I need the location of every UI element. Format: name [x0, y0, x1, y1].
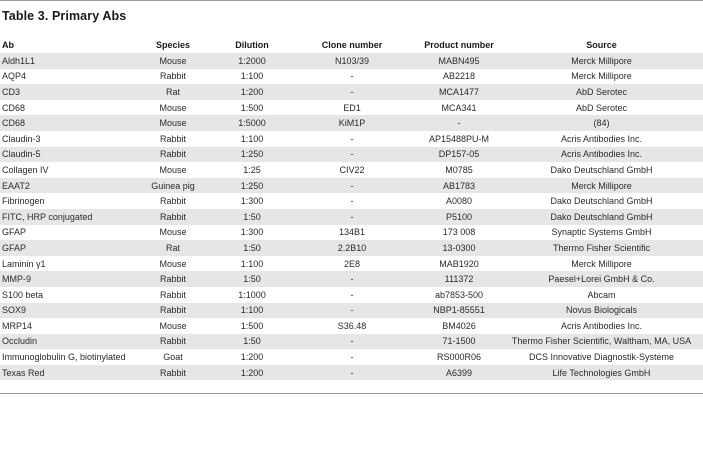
column-header-clone-number: Clone number [321, 40, 383, 50]
table-row [0, 365, 703, 381]
cell-species: Mouse [128, 53, 218, 69]
column-header-dilution: Dilution [235, 40, 269, 50]
cell-ab: Immunoglobulin G, biotinylated [0, 349, 128, 365]
table-row [0, 100, 703, 116]
cell-product-number: 71-1500 [418, 334, 500, 350]
cell-product-number: A0080 [418, 193, 500, 209]
cell-dilution: 1:100 [218, 131, 286, 147]
cell-source: (84) [500, 115, 703, 131]
cell-source: Merck Millipore [500, 178, 703, 194]
cell-product-number: NBP1-85551 [418, 303, 500, 319]
table-row [0, 209, 703, 225]
cell-dilution: 1:250 [218, 147, 286, 163]
cell-clone-number: 134B1 [286, 225, 418, 241]
cell-dilution: 1:100 [218, 69, 286, 85]
cell-source: Thermo Fisher Scientific [500, 240, 703, 256]
cell-dilution: 1:2000 [218, 53, 286, 69]
column-header-product-number: Product number [424, 40, 494, 50]
cell-species: Mouse [128, 100, 218, 116]
cell-species: Mouse [128, 162, 218, 178]
column-header-ab: Ab [2, 40, 14, 50]
cell-source: Acris Antibodies Inc. [500, 131, 703, 147]
cell-dilution: 1:200 [218, 365, 286, 381]
cell-clone-number: - [286, 193, 418, 209]
cell-clone-number: - [286, 84, 418, 100]
cell-clone-number: N103/39 [286, 53, 418, 69]
table-row [0, 225, 703, 241]
cell-species: Mouse [128, 318, 218, 334]
cell-ab: Texas Red [0, 365, 128, 381]
cell-dilution: 1:25 [218, 162, 286, 178]
cell-ab: Occludin [0, 334, 128, 350]
cell-species: Rabbit [128, 303, 218, 319]
cell-dilution: 1:5000 [218, 115, 286, 131]
cell-ab: CD68 [0, 100, 128, 116]
cell-species: Rabbit [128, 69, 218, 85]
bottom-rule [0, 393, 703, 394]
cell-species: Rat [128, 84, 218, 100]
cell-source: Life Technologies GmbH [500, 365, 703, 381]
column-header-source: Source [586, 40, 617, 50]
cell-source: AbD Serotec [500, 100, 703, 116]
cell-clone-number: S36.48 [286, 318, 418, 334]
cell-product-number: RS000R06 [418, 349, 500, 365]
table-row [0, 271, 703, 287]
cell-dilution: 1:200 [218, 84, 286, 100]
cell-clone-number: - [286, 303, 418, 319]
cell-species: Rat [128, 240, 218, 256]
cell-ab: Claudin-5 [0, 147, 128, 163]
cell-clone-number: CIV22 [286, 162, 418, 178]
cell-ab: CD3 [0, 84, 128, 100]
cell-clone-number: ED1 [286, 100, 418, 116]
cell-source: AbD Serotec [500, 84, 703, 100]
cell-clone-number: - [286, 271, 418, 287]
cell-dilution: 1:50 [218, 209, 286, 225]
cell-species: Mouse [128, 225, 218, 241]
cell-ab: GFAP [0, 225, 128, 241]
cell-dilution: 1:50 [218, 240, 286, 256]
cell-product-number: BM4026 [418, 318, 500, 334]
cell-species: Mouse [128, 115, 218, 131]
cell-clone-number: 2E8 [286, 256, 418, 272]
cell-product-number: DP157-05 [418, 147, 500, 163]
cell-source: Paesel+Lorei GmbH & Co. [500, 271, 703, 287]
cell-ab: AQP4 [0, 69, 128, 85]
cell-source: Dako Deutschland GmbH [500, 162, 703, 178]
cell-clone-number: - [286, 131, 418, 147]
cell-species: Guinea pig [128, 178, 218, 194]
table-row [0, 240, 703, 256]
table-header-row [0, 37, 703, 53]
cell-product-number: M0785 [418, 162, 500, 178]
table-title: Table 3. Primary Abs [2, 9, 127, 23]
cell-source: Synaptic Systems GmbH [500, 225, 703, 241]
cell-product-number: AB1783 [418, 178, 500, 194]
cell-dilution: 1:1000 [218, 287, 286, 303]
table-row [0, 147, 703, 163]
cell-product-number: A6399 [418, 365, 500, 381]
cell-source: Dako Deutschland GmbH [500, 209, 703, 225]
cell-source: Merck Millipore [500, 69, 703, 85]
cell-dilution: 1:300 [218, 225, 286, 241]
cell-ab: FITC, HRP conjugated [0, 209, 128, 225]
cell-ab: MRP14 [0, 318, 128, 334]
table-row [0, 318, 703, 334]
cell-clone-number: - [286, 349, 418, 365]
cell-product-number: AP15488PU-M [418, 131, 500, 147]
cell-dilution: 1:500 [218, 100, 286, 116]
primary-abs-table [0, 37, 703, 380]
cell-species: Rabbit [128, 147, 218, 163]
cell-species: Rabbit [128, 131, 218, 147]
table-row [0, 53, 703, 69]
cell-ab: S100 beta [0, 287, 128, 303]
table-row [0, 193, 703, 209]
cell-dilution: 1:50 [218, 271, 286, 287]
cell-source: Merck Millipore [500, 256, 703, 272]
cell-ab: Fibrinogen [0, 193, 128, 209]
table-row [0, 334, 703, 350]
cell-clone-number: - [286, 178, 418, 194]
cell-species: Rabbit [128, 193, 218, 209]
cell-species: Rabbit [128, 271, 218, 287]
cell-dilution: 1:100 [218, 256, 286, 272]
table-row [0, 69, 703, 85]
table-row [0, 115, 703, 131]
cell-ab: Laminin γ1 [0, 256, 128, 272]
column-header-species: Species [155, 40, 191, 50]
cell-source: Novus Biologicals [500, 303, 703, 319]
cell-product-number: 173 008 [418, 225, 500, 241]
cell-product-number: 13-0300 [418, 240, 500, 256]
cell-dilution: 1:200 [218, 349, 286, 365]
table-row [0, 349, 703, 365]
table-row [0, 131, 703, 147]
cell-ab: Claudin-3 [0, 131, 128, 147]
cell-ab: GFAP [0, 240, 128, 256]
cell-product-number: MCA341 [418, 100, 500, 116]
cell-species: Rabbit [128, 365, 218, 381]
cell-clone-number: - [286, 365, 418, 381]
cell-ab: MMP-9 [0, 271, 128, 287]
cell-dilution: 1:100 [218, 303, 286, 319]
cell-species: Goat [128, 349, 218, 365]
cell-clone-number: - [286, 69, 418, 85]
table-row [0, 303, 703, 319]
cell-ab: Collagen IV [0, 162, 128, 178]
cell-source: Merck Millipore [500, 53, 703, 69]
cell-product-number: 111372 [418, 271, 500, 287]
cell-clone-number: - [286, 287, 418, 303]
cell-product-number: MABN495 [418, 53, 500, 69]
cell-source: Abcam [500, 287, 703, 303]
table-row [0, 84, 703, 100]
cell-product-number: AB2218 [418, 69, 500, 85]
cell-clone-number: KiM1P [286, 115, 418, 131]
table-row [0, 178, 703, 194]
cell-source: Acris Antibodies Inc. [500, 318, 703, 334]
cell-source: DCS Innovative Diagnostik-Systeme [500, 349, 703, 365]
cell-ab: Aldh1L1 [0, 53, 128, 69]
cell-product-number: P5100 [418, 209, 500, 225]
cell-species: Rabbit [128, 209, 218, 225]
cell-species: Rabbit [128, 334, 218, 350]
cell-species: Mouse [128, 256, 218, 272]
cell-ab: EAAT2 [0, 178, 128, 194]
cell-product-number: MAB1920 [418, 256, 500, 272]
cell-product-number: MCA1477 [418, 84, 500, 100]
cell-source: Acris Antibodies Inc. [500, 147, 703, 163]
table-row [0, 256, 703, 272]
cell-source: Dako Deutschland GmbH [500, 193, 703, 209]
cell-dilution: 1:300 [218, 193, 286, 209]
cell-clone-number: - [286, 147, 418, 163]
cell-ab: CD68 [0, 115, 128, 131]
cell-dilution: 1:50 [218, 334, 286, 350]
cell-dilution: 1:500 [218, 318, 286, 334]
cell-clone-number: 2.2B10 [286, 240, 418, 256]
cell-product-number: ab7853-500 [418, 287, 500, 303]
cell-clone-number: - [286, 209, 418, 225]
table-row [0, 287, 703, 303]
table-row [0, 162, 703, 178]
cell-clone-number: - [286, 334, 418, 350]
cell-source: Thermo Fisher Scientific, Waltham, MA, USA [500, 334, 703, 350]
top-rule [0, 0, 703, 1]
cell-dilution: 1:250 [218, 178, 286, 194]
cell-product-number: - [418, 115, 500, 131]
cell-species: Rabbit [128, 287, 218, 303]
cell-ab: SOX9 [0, 303, 128, 319]
